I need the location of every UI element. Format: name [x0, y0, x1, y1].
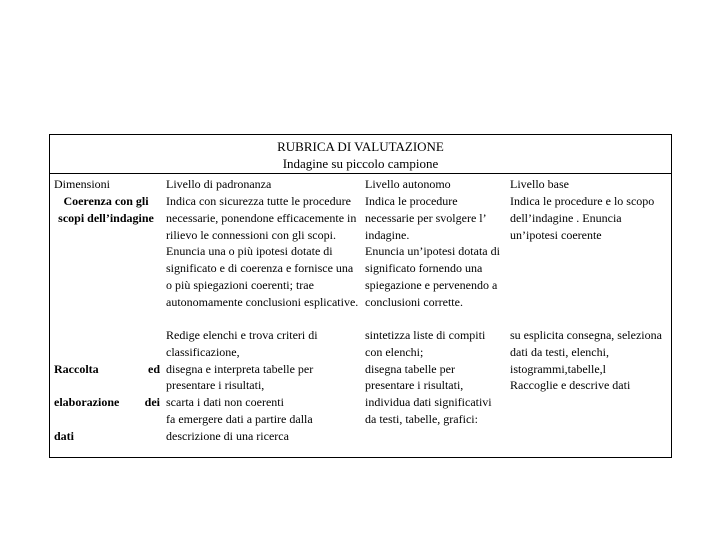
rubric-subtitle: Indagine su piccolo campione — [282, 156, 439, 171]
row-2-dimension-line2: elaborazione dei — [54, 395, 160, 410]
row-1-autonomo: Indica le procedure necessarie per svolgere l’ indagine. Enuncia un’ipotesi dotata di significato fornendo una spiegazione e pervenendo a conclusioni corrette. — [365, 194, 500, 309]
column-header-base: Livello base — [510, 177, 569, 191]
rubric-table — [49, 134, 672, 458]
column-header-padronanza: Livello di padronanza — [166, 177, 272, 191]
row-2-dimension — [54, 344, 160, 462]
column-header-autonomo: Livello autonomo — [365, 177, 451, 191]
row-2-dimension-line1: Raccolta ed — [54, 361, 160, 376]
row-1-dimension: Coerenza con gli scopi dell’indagine — [58, 194, 154, 225]
row-2-padronanza: Redige elenchi e trova criteri di classificazione, disegna e interpreta tabelle per presentare i risultati, scarta i dati non coerenti fa emergere dati a partire dalla descrizione di una ricerca — [166, 328, 318, 443]
row-1-base: Indica le procedure e lo scopo dell’indagine . Enuncia un’ipotesi coerente — [510, 194, 655, 242]
table-header — [50, 135, 671, 174]
row-2-dimension-line3: dati — [54, 428, 75, 443]
column-header-dimension: Dimensioni — [54, 177, 110, 191]
row-2-base: su esplicita consegna, seleziona dati da testi, elenchi, istogrammi,tabelle,l Raccoglie e descrive dati — [510, 328, 662, 393]
rubric-title: RUBRICA DI VALUTAZIONE — [277, 139, 444, 154]
row-2-autonomo: sintetizza liste di compiti con elenchi; disegna tabelle per presentare i risultati, individua dati significativi da testi, tabelle, grafici: — [365, 328, 492, 426]
row-1-padronanza: Indica con sicurezza tutte le procedure necessarie, ponendone efficacemente in rilievo le connessioni con gli scopi. Enuncia una o più ipotesi dotate di significato e di coerenza e fornisce una o più spiegazioni coerenti; trae autonomamente conclusioni esplicative. — [166, 194, 359, 309]
